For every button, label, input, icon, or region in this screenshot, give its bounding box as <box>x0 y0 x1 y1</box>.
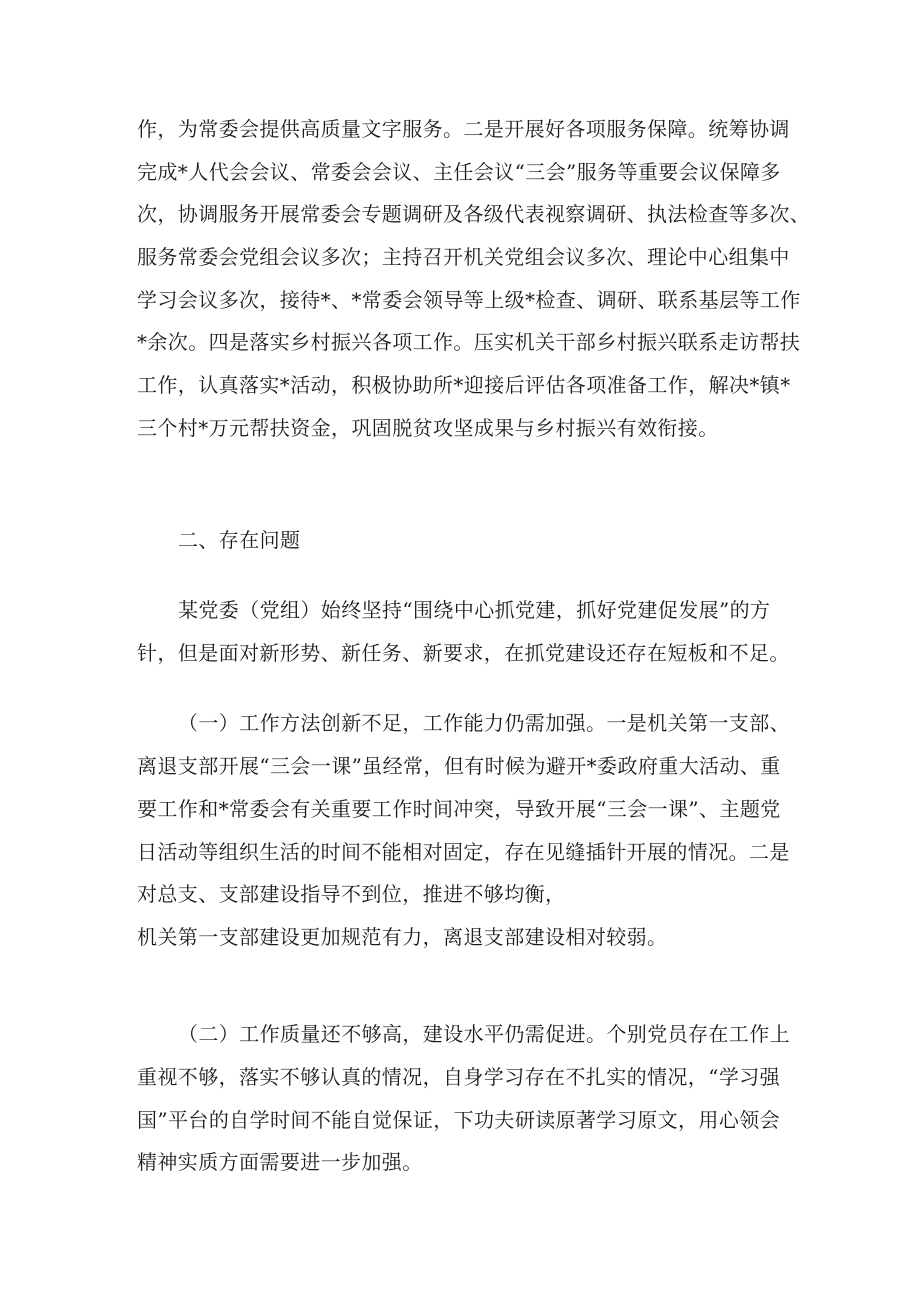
para3-line-5: 对总支、支部建设指导不到位，推进不够均衡， <box>137 882 566 906</box>
para1-line-3: 次，协调服务开展常委会专题调研及各级代表视察调研、执法检查等多次、 <box>137 202 811 226</box>
para3-line-1: （一）工作方法创新不足，工作能力仍需加强。一是机关第一支部、 <box>178 711 790 735</box>
para1-line-5: 学习会议多次，接待*、*常委会领导等上级*检查、调研、联系基层等工作 <box>137 288 801 312</box>
para4-line-4: 精神实质方面需要进一步加强。 <box>137 1150 423 1174</box>
para1-line-6: *余次。四是落实乡村振兴各项工作。压实机关干部乡村振兴联系走访帮扶 <box>137 330 801 354</box>
para1-line-7: 工作，认真落实*活动，积极协助所*迎接后评估各项准备工作，解决*镇* <box>137 373 791 397</box>
section-heading: 二、存在问题 <box>178 528 301 552</box>
para3-line-6: 机关第一支部建设更加规范有力，离退支部建设相对较弱。 <box>137 925 668 949</box>
para3-line-3: 要工作和*常委会有关重要工作时间冲突，导致开展“三会一课”、主题党 <box>137 797 781 821</box>
para1-line-4: 服务常委会党组会议多次；主持召开机关党组会议多次、理论中心组集中 <box>137 245 790 269</box>
para4-line-2: 重视不够，落实不够认真的情况，自身学习存在不扎实的情况，“学习强 <box>137 1065 781 1089</box>
para4-line-1: （二）工作质量还不够高，建设水平仍需促进。个别党员存在工作上 <box>178 1022 790 1046</box>
para2-line-2: 针，但是面对新形势、新任务、新要求，在抓党建设还存在短板和不足。 <box>137 641 790 665</box>
para1-line-8: 三个村*万元帮扶资金，巩固脱贫攻坚成果与乡村振兴有效衔接。 <box>137 416 719 440</box>
para3-line-4: 日活动等组织生活的时间不能相对固定，存在见缝插针开展的情况。二是 <box>137 840 790 864</box>
para2-line-1: 某党委（党组）始终坚持“围绕中心抓党建，抓好党建促发展”的方 <box>178 598 771 622</box>
para1-line-2: 完成*人代会会议、常委会会议、主任会议“三会”服务等重要会议保障多 <box>137 160 781 184</box>
para3-line-2: 离退支部开展“三会一课”虽经常，但有时候为避开*委政府重大活动、重 <box>137 754 781 778</box>
para1-line-1: 作，为常委会提供高质量文字服务。二是开展好各项服务保障。统筹协调 <box>137 117 790 141</box>
para4-line-3: 国”平台的自学时间不能自觉保证，下功夫研读原著学习原文，用心领会 <box>137 1108 781 1132</box>
